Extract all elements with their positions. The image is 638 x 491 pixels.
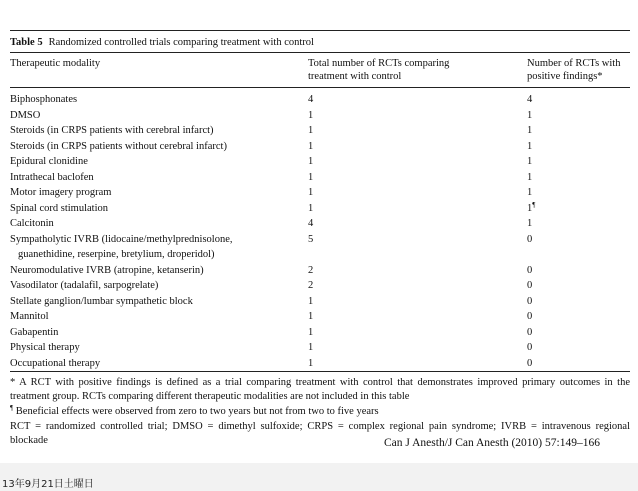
total-cell: 1 [308, 187, 314, 198]
modality-cell [10, 263, 300, 278]
modality-text: Sympatholytic IVRB (lidocaine/methylprednisolone, [10, 233, 233, 245]
modality-text: Motor imagery program [10, 187, 112, 198]
positive-cell [527, 216, 532, 231]
modality-text: Stellate ganglion/lumbar sympathetic block [10, 295, 193, 307]
total-cell: 1 [308, 311, 314, 322]
header-bottom-rule [10, 87, 630, 88]
total-cell: 5 [308, 233, 314, 245]
positive-value: 0 [527, 264, 533, 276]
modality-cell [10, 123, 300, 138]
header-modality: Therapeutic modality [10, 58, 101, 69]
header-total-line2: treatment with control [308, 71, 402, 82]
header-positive-line2: positive findings* [527, 71, 603, 82]
modality-text: DMSO [10, 109, 41, 121]
header-top-rule [10, 52, 630, 53]
positive-cell [527, 154, 532, 169]
total-cell: 1 [308, 109, 314, 121]
positive-cell [527, 340, 532, 355]
positive-value: 1 [527, 187, 533, 198]
positive-cell [527, 309, 532, 324]
header-total [308, 57, 449, 83]
footnote-abbreviations: RCT = randomized controlled trial; DMSO = dimethyl sulfoxide; CRPS = complex regional pain syndrome; IVRB = intravenous regional blockade [10, 421, 630, 446]
positive-cell [527, 185, 532, 200]
modality-cell [10, 309, 300, 324]
positive-cell [527, 294, 532, 309]
modality-cell [10, 185, 300, 200]
modality-cell [10, 325, 300, 340]
positive-value: 1 [527, 140, 533, 152]
pilcrow-mark: ¶ [10, 404, 14, 412]
modality-cell [10, 154, 300, 169]
modality-text: Neuromodulative IVRB (atropine, ketanserin) [10, 264, 204, 276]
citation: Can J Anesth/J Can Anesth (2010) 57:149–166 [384, 437, 600, 449]
footnote-pilcrow-text: Beneficial effects were observed from zero to two years but not from two to five years [13, 406, 379, 417]
total-cell: 2 [308, 280, 314, 291]
positive-value: 0 [527, 280, 533, 291]
positive-cell [527, 123, 532, 138]
total-cell: 1 [308, 357, 314, 369]
modality-text: Mannitol [10, 311, 49, 322]
modality-text: Physical therapy [10, 342, 80, 353]
total-cell: 1 [308, 342, 314, 353]
modality-text: Occupational therapy [10, 357, 101, 369]
positive-value: 0 [527, 326, 533, 338]
positive-cell [527, 170, 532, 185]
total-cell: 1 [308, 295, 314, 307]
modality-cell [10, 294, 300, 309]
positive-value: 1 [527, 202, 533, 214]
positive-cell [527, 108, 532, 123]
positive-value: 0 [527, 357, 533, 369]
modality-cell [10, 340, 300, 355]
modality-text: Epidural clonidine [10, 156, 88, 167]
positive-cell [527, 325, 532, 340]
positive-cell [527, 278, 532, 293]
header-total-line1: Total number of RCTs comparing [308, 58, 450, 69]
positive-value: 1 [527, 156, 533, 167]
positive-value: 4 [527, 94, 533, 105]
modality-text: Biphosphonates [10, 94, 78, 105]
footnote-asterisk: * A RCT with positive findings is defined as a trial comparing treatment with control that demonstrates improved primary outcomes in the treatment group. RCTs comparing different therapeutic modalities are not included in this table [10, 377, 630, 402]
total-cell: 1 [308, 326, 314, 338]
total-cell: 2 [308, 264, 314, 276]
modality-cell [10, 216, 300, 231]
positive-cell [527, 92, 532, 107]
positive-cell [527, 201, 535, 216]
total-cell: 1 [308, 125, 314, 136]
modality-cell [10, 232, 300, 262]
table-label: Table 5 [10, 37, 43, 48]
positive-cell [527, 263, 532, 278]
positive-value: 0 [527, 233, 533, 245]
positive-cell [527, 356, 532, 371]
header-positive [527, 57, 620, 83]
positive-value: 1 [527, 125, 533, 136]
modality-text: Steroids (in CRPS patients with cerebral infarct) [10, 125, 214, 136]
positive-value: 0 [527, 311, 533, 322]
positive-value: 1 [527, 218, 533, 229]
modality-cell [10, 139, 300, 154]
total-cell: 4 [308, 94, 314, 105]
total-cell: 1 [308, 171, 314, 183]
total-cell: 1 [308, 140, 314, 152]
modality-text-line2: guanethidine, reserpine, bretylium, droperidol) [18, 248, 215, 260]
modality-text: Steroids (in CRPS patients without cerebral infarct) [10, 140, 227, 152]
modality-cell [10, 92, 300, 107]
modality-text: Calcitonin [10, 218, 54, 229]
timestamp: 13年9月21日土曜日 [2, 479, 94, 490]
positive-cell [527, 139, 532, 154]
modality-text: Intrathecal baclofen [10, 171, 94, 183]
total-cell: 1 [308, 156, 314, 167]
positive-value: 1 [527, 171, 533, 183]
positive-cell [527, 232, 532, 247]
pilcrow-mark: ¶ [532, 200, 536, 209]
modality-text: Gabapentin [10, 326, 59, 338]
top-rule [10, 30, 630, 31]
modality-cell [10, 108, 300, 123]
modality-text: Spinal cord stimulation [10, 202, 108, 214]
total-cell: 4 [308, 218, 314, 229]
modality-text: Vasodilator (tadalafil, sarpogrelate) [10, 280, 159, 291]
table-caption [10, 36, 314, 49]
positive-value: 0 [527, 342, 533, 353]
modality-cell [10, 201, 300, 216]
footer-rule [10, 371, 630, 372]
modality-cell [10, 356, 300, 371]
positive-value: 1 [527, 109, 533, 121]
total-cell: 1 [308, 202, 314, 214]
modality-cell [10, 278, 300, 293]
header-positive-line1: Number of RCTs with [527, 58, 621, 69]
modality-cell [10, 170, 300, 185]
table-title: Randomized controlled trials comparing treatment with control [48, 37, 314, 48]
positive-value: 0 [527, 295, 533, 307]
footnote-pilcrow [10, 405, 630, 419]
